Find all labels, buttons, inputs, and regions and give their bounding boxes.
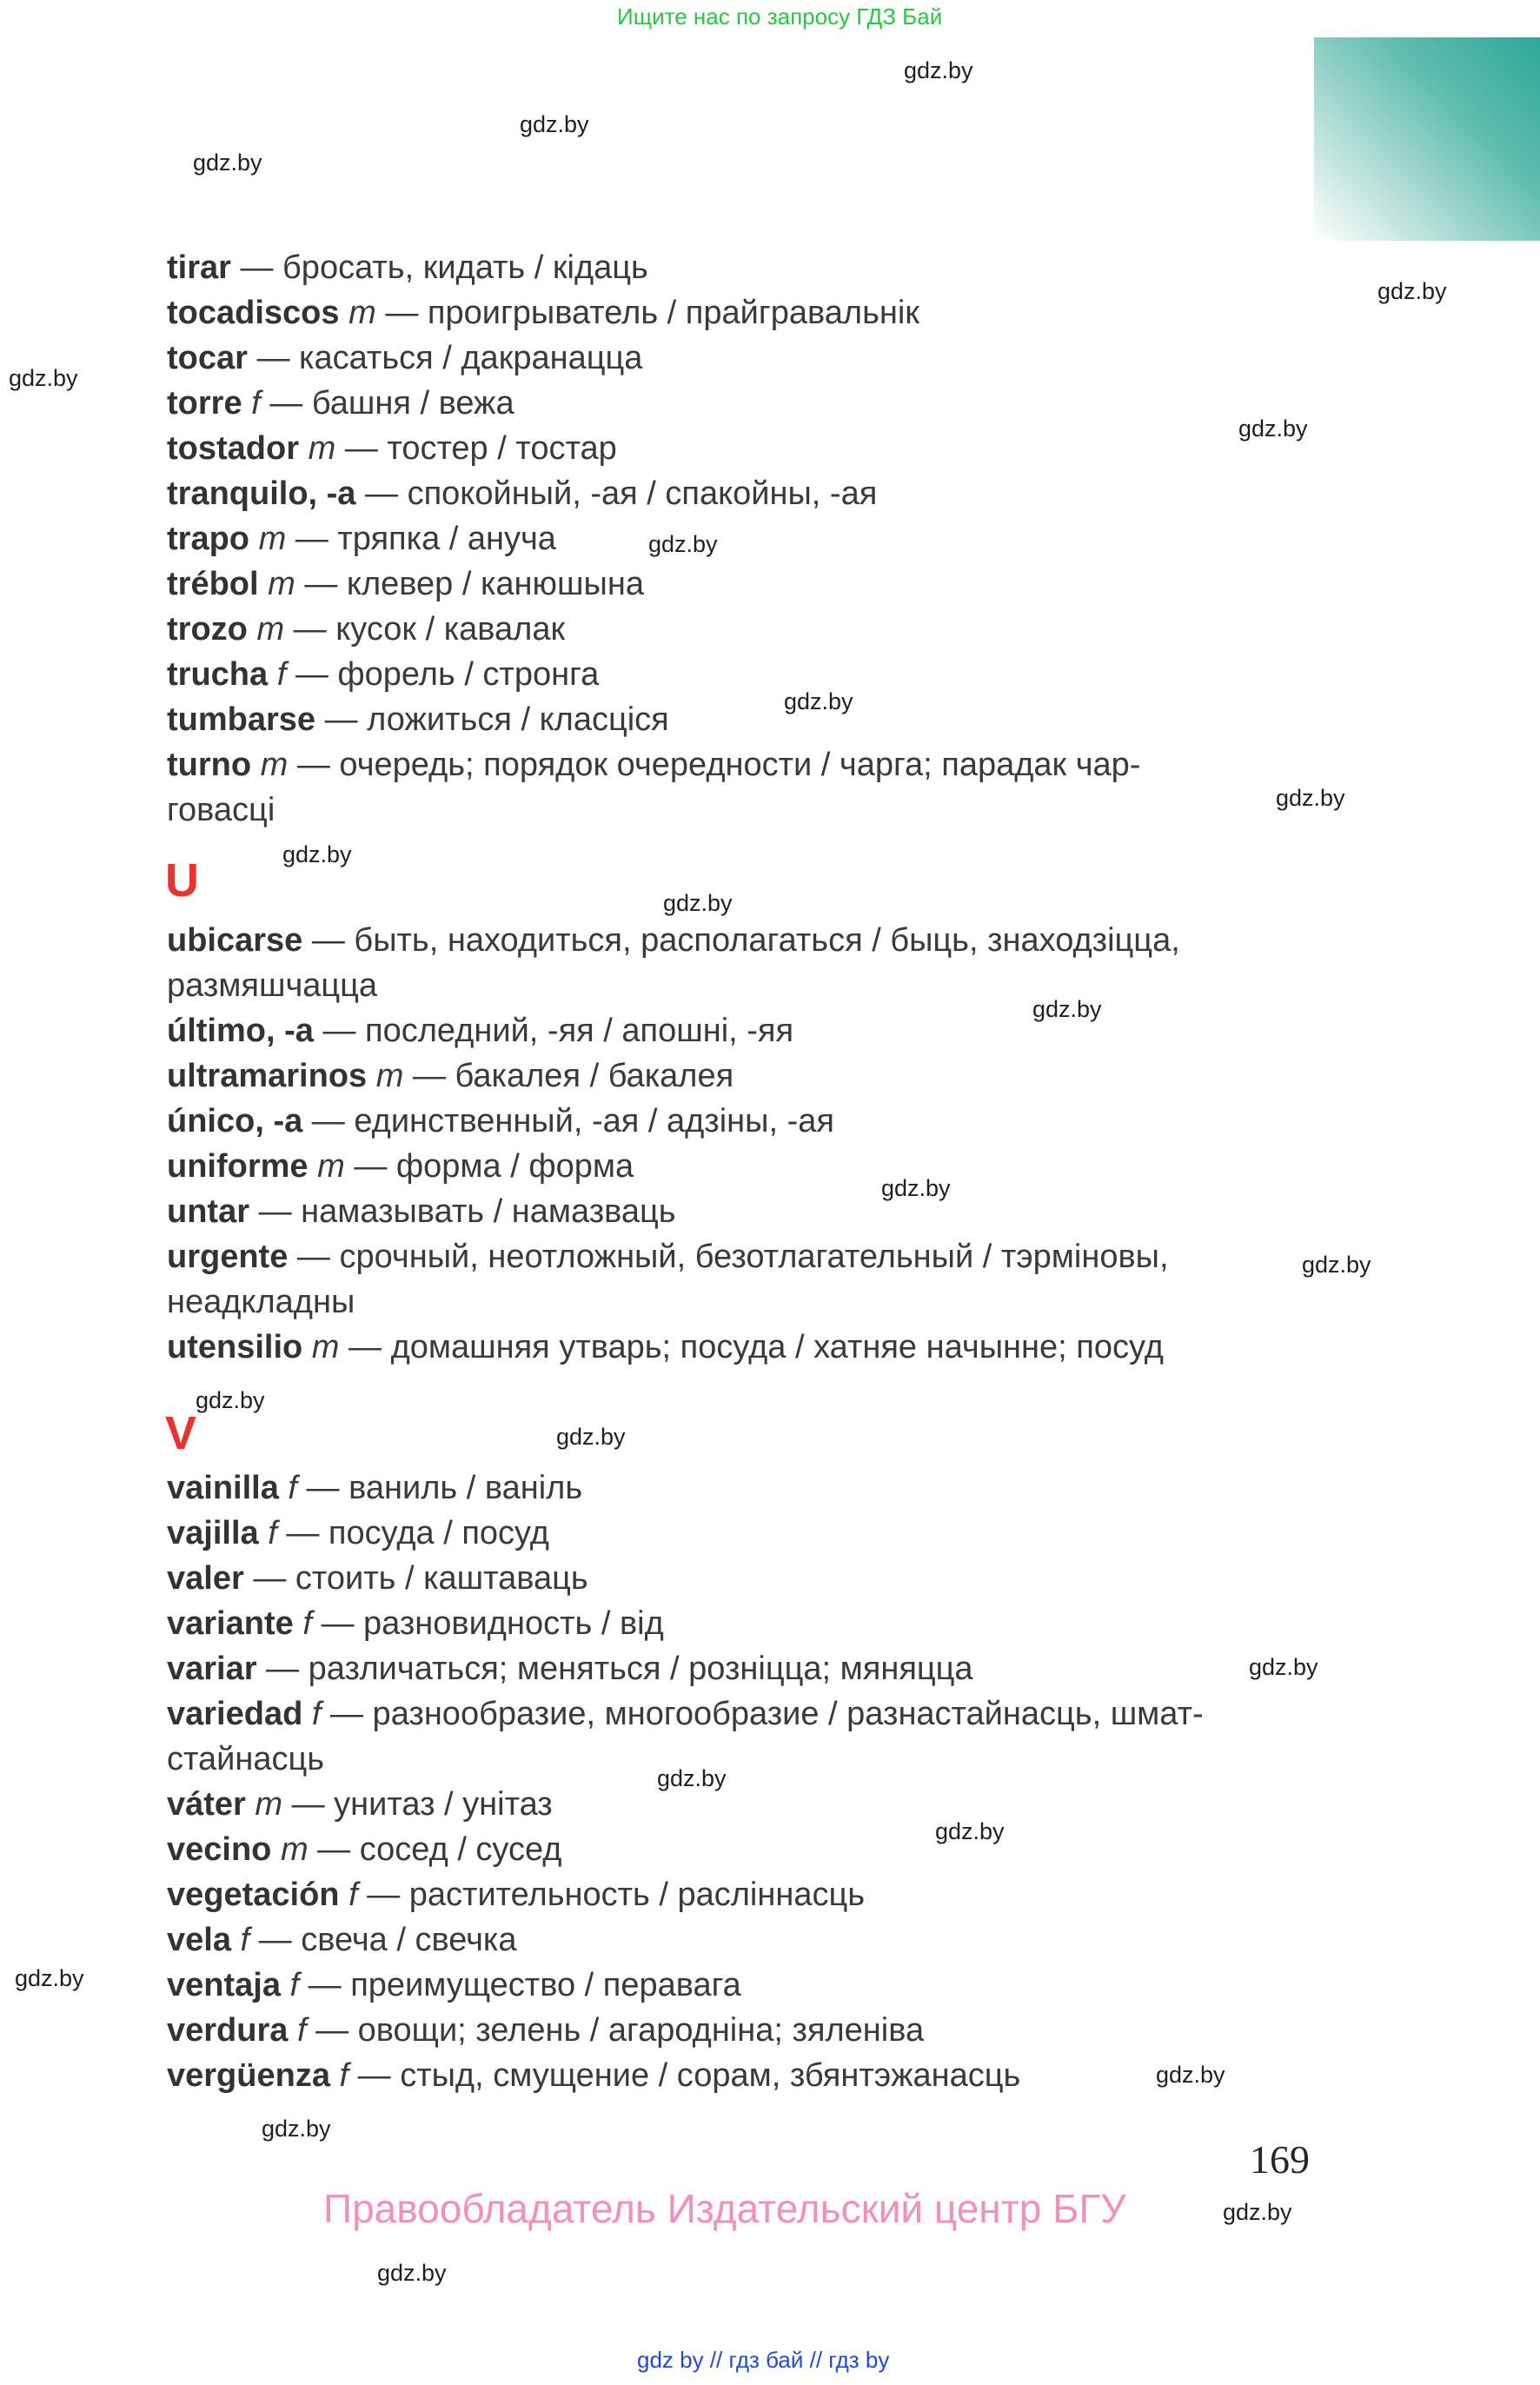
entry-word: tirar [167,249,231,286]
entry-word: tumbarse [167,701,316,738]
gdz-watermark: gdz.by [1249,1654,1318,1680]
entry-gender: m [256,611,285,648]
entry-continuation-line [167,1279,1401,1325]
entry-gender: m [260,747,289,783]
entry-gender: f [268,1515,277,1551]
entry-text: — форма / форма [354,1148,634,1185]
entry-line [167,1099,1401,1144]
entry-text: — клевер / канюшына [304,566,644,602]
entries-group [167,1465,1401,2098]
entry-continuation-line [167,1737,1401,1782]
entry-word: vegetación [167,1877,340,1913]
entry-word: trucha [167,656,269,693]
entry-gender: f [302,1605,312,1642]
entry-line [167,1963,1401,2008]
entry-gender: m [308,430,336,467]
entry-gender: m [280,1831,309,1868]
entry-gender: f [276,656,287,693]
gdz-watermark: gdz.by [648,531,718,557]
entry-word: verdura [167,2012,289,2049]
entry-word: ubicarse [167,922,303,959]
gdz-watermark: gdz.by [784,688,853,714]
page-number: 169 [1250,2137,1310,2182]
footer-links[interactable]: gdz by // гдз бай // гдз by [637,2347,890,2373]
entry-word: untar [167,1193,249,1230]
entry-text: — единственный, -ая / адзіны, -ая [311,1103,834,1139]
entry-word: tocadiscos [167,295,340,331]
entry-line [167,1511,1401,1556]
gdz-watermark: gdz.by [881,1175,951,1201]
entry-text: — унитаз / унітаз [291,1786,553,1823]
entry-gender: m [258,521,287,557]
entry-line [167,516,1401,561]
entry-text: — быть, находиться, располагаться / быць, знаходзіцца, [311,922,1180,959]
entry-line [167,1691,1401,1737]
entry-text: стайнасць [167,1741,325,1777]
entry-gender: f [339,2057,349,2094]
entry-word: único, -a [167,1103,303,1139]
entry-text: неадкладны [167,1284,355,1320]
entry-word: trébol [167,566,259,602]
entry-line [167,742,1401,787]
entry-text: — разновидность / від [321,1605,664,1642]
entry-word: ultramarinos [167,1058,368,1094]
entry-line [167,471,1401,516]
entry-line [167,1465,1401,1511]
entry-word: vela [167,1922,231,1958]
entry-text: — очередь; порядок очередности / чарга; парадак чар- [296,747,1141,783]
entry-line [167,335,1401,381]
gdz-watermark: gdz.by [15,1965,84,1991]
gdz-watermark: gdz.by [9,365,78,391]
gdz-watermark: gdz.by [193,149,262,176]
entry-line [167,1917,1401,1963]
entry-gender: f [311,1696,322,1732]
entry-gender: m [348,295,376,331]
entry-word: tostador [167,430,299,467]
teal-gradient-block [1314,37,1540,241]
entry-line [167,1008,1401,1053]
entry-text: — ваниль / ваніль [306,1470,583,1506]
entry-text: говасці [167,792,275,828]
entry-text: — различаться; меняться / розніцца; мяняцца [266,1651,973,1687]
entry-text: — бакалея / бакалея [412,1058,734,1094]
entry-line [167,561,1401,607]
entry-word: turno [167,747,252,783]
entry-word: torre [167,385,242,422]
gdz-watermark: gdz.by [904,57,973,83]
entry-line [167,1872,1401,1917]
entry-line [167,1827,1401,1872]
entry-word: vecino [167,1831,272,1868]
entry-line [167,1053,1401,1099]
entry-line [167,2008,1401,2053]
entry-line [167,290,1401,335]
entry-word: variante [167,1605,294,1642]
entry-word: vainilla [167,1470,279,1506]
gdz-watermark: gdz.by [520,111,589,137]
entry-continuation-line [167,787,1401,833]
entry-gender: f [251,385,261,422]
entry-line [167,918,1401,963]
entry-word: trapo [167,521,249,557]
entry-line [167,381,1401,426]
entry-gender: f [289,1967,300,2003]
entry-text: — проигрыватель / прайгравальнік [385,295,919,331]
entry-line [167,652,1401,697]
entry-line [167,1234,1401,1279]
entry-line [167,697,1401,742]
entry-line [167,1189,1401,1234]
entry-gender: m [317,1148,345,1185]
gdz-watermark: gdz.by [935,1818,1005,1844]
gdz-watermark: gdz.by [1032,996,1102,1022]
gdz-watermark: gdz.by [657,1765,727,1791]
entry-word: tranquilo, -a [167,475,356,512]
entry-word: váter [167,1786,246,1823]
entry-line [167,1646,1401,1691]
entry-text: — намазывать / намазваць [258,1193,676,1230]
entry-word: utensilio [167,1329,303,1365]
entry-line [167,1144,1401,1189]
entry-line [167,607,1401,652]
gdz-watermark: gdz.by [663,890,733,916]
entry-text: — тостер / тостар [344,430,617,467]
gdz-watermark: gdz.by [282,841,352,867]
entries-group [167,245,1401,833]
entries-group [167,918,1401,1370]
promo-banner-text: Ищите нас по запросу ГДЗ Бай [617,3,943,30]
entry-text: — стоить / каштаваць [253,1560,588,1597]
entry-text: — преимущество / перавага [308,1967,741,2003]
gdz-watermark: gdz.by [1223,2199,1292,2225]
entry-gender: m [311,1329,340,1365]
gdz-watermark: gdz.by [1276,785,1345,811]
gdz-watermark: gdz.by [556,1424,626,1450]
entry-text: — тряпка / ануча [295,521,556,557]
entry-text: — свеча / свечка [258,1922,517,1958]
entry-gender: f [240,1922,250,1958]
entry-continuation-line [167,963,1401,1008]
entry-text: — овощи; зелень / агародніна; зяленіва [315,2012,925,2049]
gdz-watermark: gdz.by [1156,2062,1225,2088]
entry-gender: f [348,1877,358,1913]
entry-text: — стыд, смущение / сорам, збянтэжанасць [357,2057,1021,2094]
entry-line [167,2053,1401,2098]
entry-text: размяшчацца [167,967,378,1004]
entry-line [167,1601,1401,1646]
entry-text: — посуда / посуд [286,1515,549,1551]
section-letter-V: V [165,1407,197,1459]
entry-text: — форель / стронга [295,656,600,693]
entry-line [167,245,1401,290]
entry-text: — последний, -яя / апошні, -яя [322,1013,794,1049]
copyright-text: Правообладатель Издательский центр БГУ [323,2186,1126,2231]
entry-word: variar [167,1651,257,1687]
gdz-watermark: gdz.by [1238,415,1308,442]
entry-word: trozo [167,611,248,648]
entry-word: variedad [167,1696,303,1732]
entry-word: ventaja [167,1967,281,2003]
entry-word: vergüenza [167,2057,330,2094]
gdz-watermark: gdz.by [196,1387,265,1413]
entry-word: valer [167,1560,244,1597]
entry-line [167,1556,1401,1601]
entry-text: — спокойный, -ая / спакойны, -ая [365,475,878,512]
entry-word: vajilla [167,1515,259,1551]
gdz-watermark: gdz.by [1302,1252,1371,1278]
entry-word: último, -a [167,1013,314,1049]
entry-word: tocar [167,340,248,376]
entry-text: — кусок / кавалак [293,611,566,648]
entry-word: uniforme [167,1148,309,1185]
entry-gender: m [255,1786,283,1823]
entry-text: — срочный, неотложный, безотлагательный / тэрміновы, [296,1239,1169,1275]
entry-text: — домашняя утварь; посуда / хатняе начынне; посуд [348,1329,1164,1365]
gdz-watermark: gdz.by [377,2260,447,2286]
entry-text: — ложиться / класціся [324,701,669,738]
gdz-watermark: gdz.by [1377,278,1447,304]
entry-line [167,426,1401,471]
entry-line [167,1782,1401,1827]
entry-text: — разнообразие, многообразие / разнастайнасць, шмат- [330,1696,1204,1732]
entry-gender: m [375,1058,404,1094]
entry-line [167,1325,1401,1370]
gdz-watermark: gdz.by [262,2116,331,2142]
section-letter-U: U [165,854,199,907]
entry-gender: f [288,1470,297,1506]
entry-text: — сосед / сусед [317,1831,562,1868]
entry-text: — касаться / дакранацца [256,340,643,376]
entry-gender: f [296,2012,307,2049]
entry-text: — башня / вежа [269,385,514,422]
entry-word: urgente [167,1239,289,1275]
entry-text: — бросать, кидать / кідаць [240,249,648,286]
entry-gender: m [268,566,295,602]
entry-text: — растительность / расліннасць [367,1877,866,1913]
